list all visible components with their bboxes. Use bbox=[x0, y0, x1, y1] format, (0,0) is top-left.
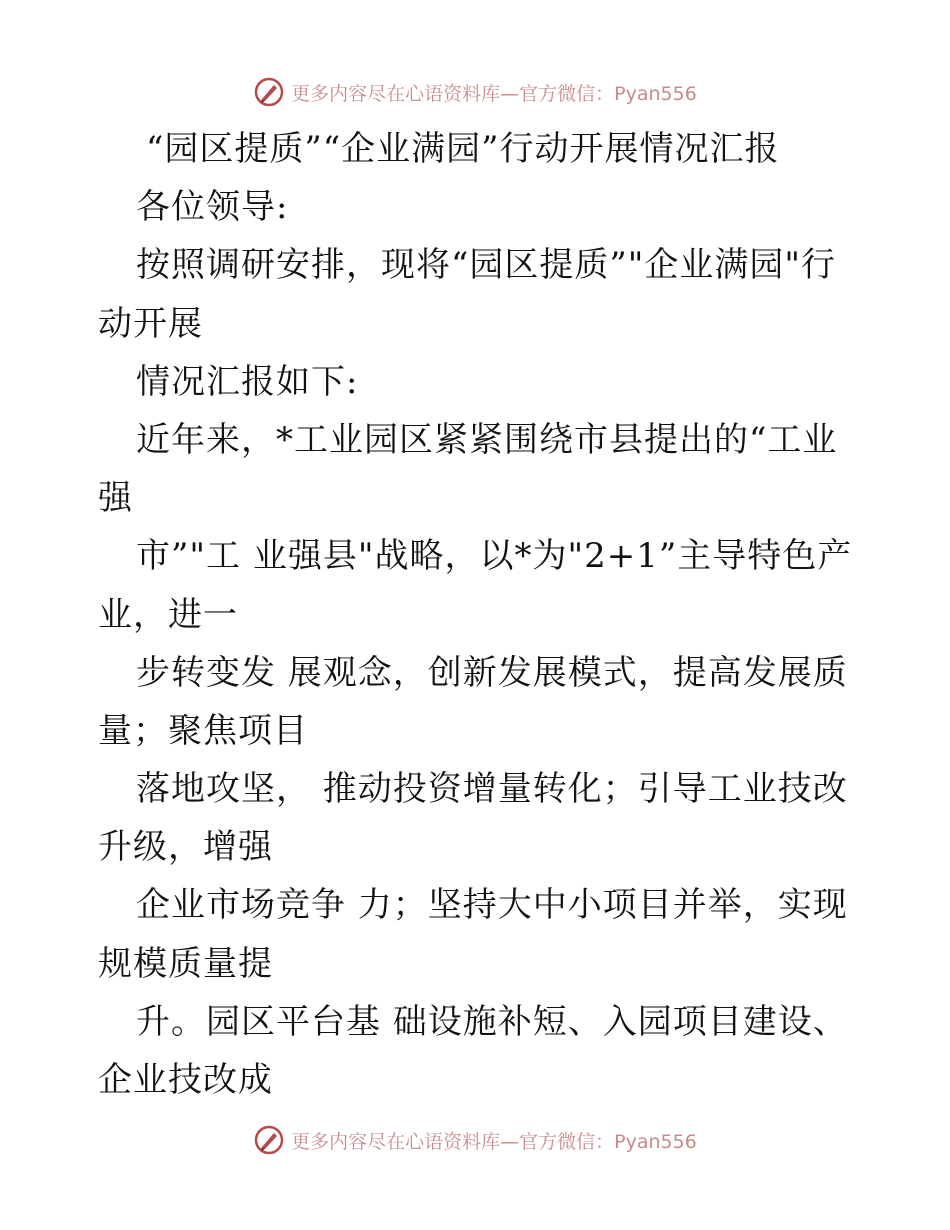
document-title: “园区提质”“企业满园”行动开展情况汇报 bbox=[146, 129, 780, 169]
paragraph-line: 升。园区平台基 础设施补短、入园项目建设、 bbox=[136, 1001, 848, 1042]
header-watermark bbox=[0, 70, 950, 114]
paragraph-line: 市”"工 业强县"战略，以*为"2+1”主导特色产 bbox=[136, 536, 853, 577]
paragraph-line: 企业技改成 bbox=[98, 1060, 273, 1100]
salutation: 各位领导: bbox=[136, 187, 289, 228]
paragraph-line: 强 bbox=[98, 478, 133, 519]
pen-circle-logo-icon bbox=[253, 76, 285, 108]
paragraph-line: 落地攻坚， 推动投资增量转化；引导工业技改 bbox=[136, 769, 848, 810]
document-body bbox=[98, 120, 858, 1109]
watermark-text: 更多内容尽在心语资料库—官方微信：Pyan556 bbox=[291, 1130, 697, 1153]
paragraph-line: 量；聚焦项目 bbox=[98, 710, 308, 751]
paragraph-line: 动开展 bbox=[98, 303, 203, 344]
paragraph-line: 步转变发 展观念，创新发展模式，提高发展质 bbox=[136, 652, 848, 693]
pen-circle-logo-icon bbox=[253, 1124, 285, 1156]
paragraph-line: 规模质量提 bbox=[98, 943, 273, 984]
paragraph-line: 企业市场竞争 力；坚持大中小项目并举，实现 bbox=[136, 885, 848, 926]
watermark-text: 更多内容尽在心语资料库—官方微信：Pyan556 bbox=[291, 82, 697, 105]
paragraph-line: 近年来，*工业园区紧紧围绕市县提出的“工业 bbox=[136, 419, 838, 460]
paragraph-line: 升级，增强 bbox=[98, 827, 273, 868]
paragraph-line: 按照调研安排，现将“园区提质”"企业满园"行 bbox=[136, 245, 837, 286]
footer-watermark bbox=[0, 1118, 950, 1162]
paragraph-line: 业，进一 bbox=[98, 594, 238, 635]
paragraph-line: 情况汇报如下: bbox=[136, 361, 359, 402]
